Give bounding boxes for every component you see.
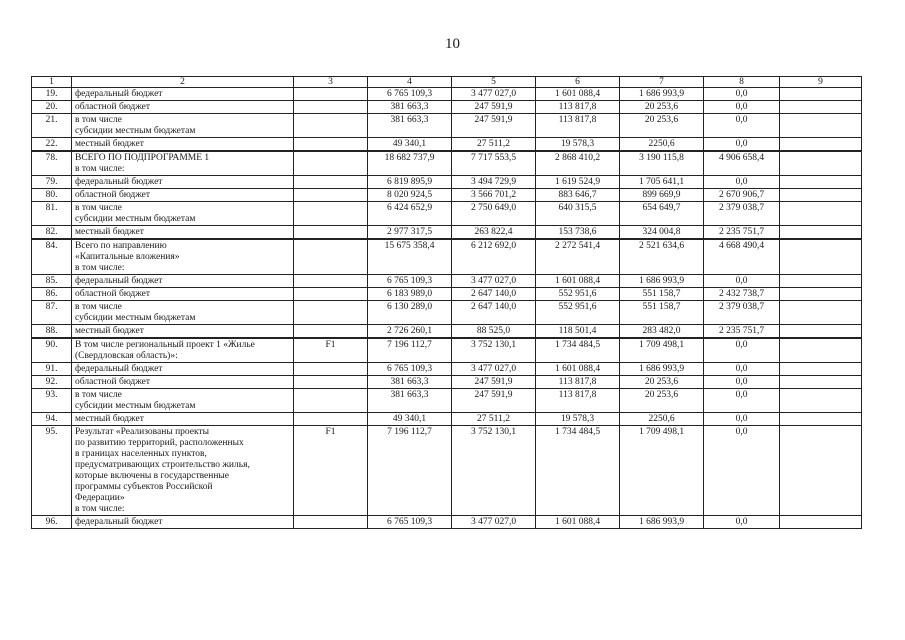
value-col-8: 0,0 — [704, 275, 780, 288]
value-col-9 — [780, 413, 862, 426]
header-cell: 7 — [620, 77, 704, 88]
table-row — [32, 288, 862, 301]
value-col-6: 1 619 524,9 — [536, 176, 620, 189]
row-number: 85. — [32, 275, 72, 288]
row-code: F1 — [294, 426, 368, 516]
value-col-5: 3 477 027,0 — [452, 275, 536, 288]
value-col-7: 1 686 993,9 — [620, 363, 704, 376]
value-col-7: 2250,6 — [620, 138, 704, 152]
value-col-7: 1 686 993,9 — [620, 516, 704, 529]
table-row — [32, 426, 862, 516]
row-name-line: субсидии местным бюджетам — [75, 313, 196, 323]
value-col-5: 7 717 553,5 — [452, 151, 536, 176]
value-col-6: 2 272 541,4 — [536, 239, 620, 275]
value-col-4: 6 765 109,3 — [368, 275, 452, 288]
table-header-row — [32, 77, 862, 88]
row-name — [72, 389, 294, 413]
value-col-4: 6 765 109,3 — [368, 363, 452, 376]
value-col-9 — [780, 275, 862, 288]
value-col-4: 2 726 260,1 — [368, 325, 452, 339]
value-col-9 — [780, 101, 862, 114]
row-code — [294, 301, 368, 325]
table-row — [32, 275, 862, 288]
value-col-5: 3 494 729,9 — [452, 176, 536, 189]
value-col-5: 88 525,0 — [452, 325, 536, 339]
row-number: 81. — [32, 202, 72, 226]
value-col-7: 324 004,8 — [620, 226, 704, 240]
row-number: 95. — [32, 426, 72, 516]
row-code — [294, 389, 368, 413]
row-name-line: местный бюджет — [75, 227, 144, 237]
row-number: 78. — [32, 151, 72, 176]
value-col-5: 3 477 027,0 — [452, 516, 536, 529]
value-col-9 — [780, 301, 862, 325]
value-col-4: 381 663,3 — [368, 376, 452, 389]
value-col-8: 0,0 — [704, 176, 780, 189]
row-name-line: Федерации» — [75, 493, 125, 503]
table-row — [32, 413, 862, 426]
value-col-7: 551 158,7 — [620, 301, 704, 325]
value-col-5: 247 591,9 — [452, 114, 536, 138]
value-col-8: 0,0 — [704, 376, 780, 389]
header-cell: 2 — [72, 77, 294, 88]
row-code — [294, 363, 368, 376]
value-col-9 — [780, 363, 862, 376]
header-cell: 1 — [32, 77, 72, 88]
row-number: 88. — [32, 325, 72, 339]
header-cell: 9 — [780, 77, 862, 88]
row-name-line: областной бюджет — [75, 102, 151, 112]
table-row — [32, 363, 862, 376]
row-code — [294, 176, 368, 189]
row-name-line: областной бюджет — [75, 289, 151, 299]
value-col-9 — [780, 176, 862, 189]
row-name — [72, 202, 294, 226]
row-name-line: областной бюджет — [75, 377, 151, 387]
value-col-5: 247 591,9 — [452, 101, 536, 114]
row-code — [294, 189, 368, 202]
value-col-4: 15 675 358,4 — [368, 239, 452, 275]
row-name-line: которые включены в государственные — [75, 471, 230, 481]
header-cell: 8 — [704, 77, 780, 88]
row-name-line: федеральный бюджет — [75, 364, 163, 374]
value-col-7: 1 686 993,9 — [620, 88, 704, 101]
value-col-5: 3 477 027,0 — [452, 363, 536, 376]
row-code — [294, 275, 368, 288]
value-col-5: 2 750 649,0 — [452, 202, 536, 226]
value-col-8: 0,0 — [704, 114, 780, 138]
row-name — [72, 275, 294, 288]
table-row — [32, 389, 862, 413]
row-name — [72, 101, 294, 114]
row-name — [72, 516, 294, 529]
value-col-5: 263 822,4 — [452, 226, 536, 240]
value-col-6: 153 738,6 — [536, 226, 620, 240]
row-name-line: местный бюджет — [75, 326, 144, 336]
value-col-8: 2 379 038,7 — [704, 202, 780, 226]
value-col-7: 1 686 993,9 — [620, 275, 704, 288]
row-name — [72, 426, 294, 516]
value-col-4: 18 682 737,9 — [368, 151, 452, 176]
value-col-8: 2 432 738,7 — [704, 288, 780, 301]
row-name — [72, 338, 294, 363]
row-code — [294, 101, 368, 114]
value-col-6: 1 601 088,4 — [536, 88, 620, 101]
value-col-4: 49 340,1 — [368, 413, 452, 426]
row-name-line: в том числе — [75, 302, 122, 312]
row-name-line: в том числе: — [75, 504, 125, 514]
row-number: 80. — [32, 189, 72, 202]
row-name-line: в том числе: — [75, 263, 125, 273]
row-name-line: областной бюджет — [75, 190, 151, 200]
value-col-8: 2 235 751,7 — [704, 226, 780, 240]
value-col-4: 381 663,3 — [368, 101, 452, 114]
row-number: 96. — [32, 516, 72, 529]
row-code — [294, 88, 368, 101]
value-col-7: 899 669,9 — [620, 189, 704, 202]
value-col-7: 20 253,6 — [620, 389, 704, 413]
value-col-9 — [780, 376, 862, 389]
value-col-7: 1 709 498,1 — [620, 338, 704, 363]
value-col-6: 113 817,8 — [536, 114, 620, 138]
row-name — [72, 88, 294, 101]
row-code — [294, 226, 368, 240]
row-name-line: в том числе — [75, 390, 122, 400]
row-name-line: в том числе: — [75, 164, 125, 174]
page-number: 10 — [445, 36, 460, 52]
value-col-7: 551 158,7 — [620, 288, 704, 301]
value-col-5: 2 647 140,0 — [452, 301, 536, 325]
row-code: F1 — [294, 338, 368, 363]
row-name-line: В том числе региональный проект 1 «Жилье — [75, 340, 255, 350]
row-name-line: Результат «Реализованы проекты — [75, 427, 210, 437]
row-code — [294, 516, 368, 529]
value-col-8: 2 670 906,7 — [704, 189, 780, 202]
row-code — [294, 376, 368, 389]
value-col-7: 2250,6 — [620, 413, 704, 426]
row-number: 20. — [32, 101, 72, 114]
header-cell: 5 — [452, 77, 536, 88]
row-number: 82. — [32, 226, 72, 240]
value-col-4: 6 183 989,0 — [368, 288, 452, 301]
value-col-4: 6 765 109,3 — [368, 516, 452, 529]
value-col-8: 0,0 — [704, 413, 780, 426]
row-name-line: федеральный бюджет — [75, 177, 163, 187]
value-col-7: 20 253,6 — [620, 376, 704, 389]
row-code — [294, 325, 368, 339]
value-col-8: 2 379 038,7 — [704, 301, 780, 325]
table-row — [32, 376, 862, 389]
value-col-5: 27 511,2 — [452, 138, 536, 152]
value-col-9 — [780, 88, 862, 101]
table-row — [32, 338, 862, 363]
row-number: 91. — [32, 363, 72, 376]
table-row — [32, 176, 862, 189]
value-col-5: 2 647 140,0 — [452, 288, 536, 301]
row-name — [72, 288, 294, 301]
row-name — [72, 226, 294, 240]
value-col-6: 1 734 484,5 — [536, 338, 620, 363]
header-cell: 6 — [536, 77, 620, 88]
table-row — [32, 151, 862, 176]
row-name-line: предусматривающих строительство жилья, — [75, 460, 250, 470]
value-col-6: 1 734 484,5 — [536, 426, 620, 516]
row-number: 92. — [32, 376, 72, 389]
row-code — [294, 413, 368, 426]
value-col-9 — [780, 202, 862, 226]
row-name-line: федеральный бюджет — [75, 517, 163, 527]
value-col-8: 0,0 — [704, 389, 780, 413]
value-col-4: 6 765 109,3 — [368, 88, 452, 101]
row-number: 21. — [32, 114, 72, 138]
value-col-6: 113 817,8 — [536, 376, 620, 389]
value-col-6: 1 601 088,4 — [536, 275, 620, 288]
row-name — [72, 413, 294, 426]
value-col-7: 20 253,6 — [620, 114, 704, 138]
value-col-5: 3 752 130,1 — [452, 426, 536, 516]
row-name-line: (Свердловская область)»: — [75, 351, 178, 361]
value-col-8: 0,0 — [704, 516, 780, 529]
value-col-6: 1 601 088,4 — [536, 363, 620, 376]
value-col-6: 552 951,6 — [536, 288, 620, 301]
row-name-line: субсидии местным бюджетам — [75, 126, 196, 136]
value-col-9 — [780, 516, 862, 529]
row-number: 90. — [32, 338, 72, 363]
value-col-4: 7 196 112,7 — [368, 426, 452, 516]
row-code — [294, 138, 368, 152]
row-name-line: в границах населенных пунктов, — [75, 449, 207, 459]
value-col-9 — [780, 426, 862, 516]
value-col-8: 0,0 — [704, 338, 780, 363]
value-col-5: 27 511,2 — [452, 413, 536, 426]
table-row — [32, 202, 862, 226]
value-col-6: 1 601 088,4 — [536, 516, 620, 529]
row-code — [294, 239, 368, 275]
table-row — [32, 325, 862, 339]
row-code — [294, 114, 368, 138]
value-col-5: 3 752 130,1 — [452, 338, 536, 363]
row-name-line: местный бюджет — [75, 139, 144, 149]
row-number: 94. — [32, 413, 72, 426]
row-name — [72, 189, 294, 202]
value-col-8: 0,0 — [704, 88, 780, 101]
value-col-6: 883 646,7 — [536, 189, 620, 202]
value-col-4: 2 977 317,5 — [368, 226, 452, 240]
value-col-5: 247 591,9 — [452, 389, 536, 413]
row-number: 93. — [32, 389, 72, 413]
budget-table — [31, 76, 862, 529]
value-col-5: 3 566 701,2 — [452, 189, 536, 202]
value-col-9 — [780, 338, 862, 363]
value-col-9 — [780, 151, 862, 176]
table-row — [32, 189, 862, 202]
value-col-9 — [780, 138, 862, 152]
table-row — [32, 516, 862, 529]
row-name-line: субсидии местным бюджетам — [75, 401, 196, 411]
value-col-9 — [780, 325, 862, 339]
value-col-5: 3 477 027,0 — [452, 88, 536, 101]
value-col-4: 49 340,1 — [368, 138, 452, 152]
value-col-7: 2 521 634,6 — [620, 239, 704, 275]
value-col-9 — [780, 114, 862, 138]
value-col-4: 7 196 112,7 — [368, 338, 452, 363]
value-col-8: 0,0 — [704, 363, 780, 376]
row-name-line: ВСЕГО ПО ПОДПРОГРАММЕ 1 — [75, 153, 210, 163]
table-row — [32, 114, 862, 138]
value-col-6: 640 315,5 — [536, 202, 620, 226]
row-name-line: местный бюджет — [75, 414, 144, 424]
row-name — [72, 325, 294, 339]
value-col-4: 6 130 289,0 — [368, 301, 452, 325]
value-col-9 — [780, 288, 862, 301]
value-col-7: 20 253,6 — [620, 101, 704, 114]
value-col-4: 381 663,3 — [368, 114, 452, 138]
row-name-line: федеральный бюджет — [75, 89, 163, 99]
value-col-4: 6 424 652,9 — [368, 202, 452, 226]
row-name — [72, 301, 294, 325]
row-name-line: субсидии местным бюджетам — [75, 214, 196, 224]
value-col-7: 283 482,0 — [620, 325, 704, 339]
row-code — [294, 202, 368, 226]
value-col-6: 19 578,3 — [536, 138, 620, 152]
row-name-line: в том числе — [75, 115, 122, 125]
value-col-4: 6 819 895,9 — [368, 176, 452, 189]
value-col-6: 118 501,4 — [536, 325, 620, 339]
row-number: 87. — [32, 301, 72, 325]
row-code — [294, 288, 368, 301]
value-col-8: 2 235 751,7 — [704, 325, 780, 339]
row-name — [72, 114, 294, 138]
value-col-6: 552 951,6 — [536, 301, 620, 325]
value-col-9 — [780, 226, 862, 240]
row-name — [72, 176, 294, 189]
value-col-4: 8 020 924,5 — [368, 189, 452, 202]
value-col-8: 0,0 — [704, 426, 780, 516]
row-name-line: федеральный бюджет — [75, 276, 163, 286]
value-col-9 — [780, 189, 862, 202]
row-name-line: «Капитальные вложения» — [75, 252, 180, 262]
row-number: 22. — [32, 138, 72, 152]
row-number: 84. — [32, 239, 72, 275]
value-col-8: 4 668 490,4 — [704, 239, 780, 275]
table-row — [32, 239, 862, 275]
value-col-6: 113 817,8 — [536, 101, 620, 114]
value-col-7: 1 709 498,1 — [620, 426, 704, 516]
table-row — [32, 226, 862, 240]
value-col-5: 6 212 692,0 — [452, 239, 536, 275]
row-number: 79. — [32, 176, 72, 189]
header-cell: 3 — [294, 77, 368, 88]
value-col-6: 19 578,3 — [536, 413, 620, 426]
row-number: 19. — [32, 88, 72, 101]
table-row — [32, 88, 862, 101]
row-code — [294, 151, 368, 176]
row-name — [72, 138, 294, 152]
value-col-8: 0,0 — [704, 101, 780, 114]
header-cell: 4 — [368, 77, 452, 88]
table-row — [32, 101, 862, 114]
row-name — [72, 363, 294, 376]
value-col-7: 654 649,7 — [620, 202, 704, 226]
value-col-9 — [780, 239, 862, 275]
row-name-line: программы субъектов Российской — [75, 482, 213, 492]
value-col-7: 3 190 115,8 — [620, 151, 704, 176]
value-col-7: 1 705 641,1 — [620, 176, 704, 189]
row-name-line: Всего по направлению — [75, 241, 167, 251]
row-number: 86. — [32, 288, 72, 301]
value-col-9 — [780, 389, 862, 413]
row-name-line: по развитию территорий, расположенных — [75, 438, 244, 448]
row-name — [72, 151, 294, 176]
row-name — [72, 239, 294, 275]
value-col-6: 2 868 410,2 — [536, 151, 620, 176]
value-col-6: 113 817,8 — [536, 389, 620, 413]
row-name-line: в том числе — [75, 203, 122, 213]
value-col-8: 0,0 — [704, 138, 780, 152]
table-row — [32, 301, 862, 325]
value-col-8: 4 906 658,4 — [704, 151, 780, 176]
row-name — [72, 376, 294, 389]
table-row — [32, 138, 862, 152]
value-col-4: 381 663,3 — [368, 389, 452, 413]
value-col-5: 247 591,9 — [452, 376, 536, 389]
